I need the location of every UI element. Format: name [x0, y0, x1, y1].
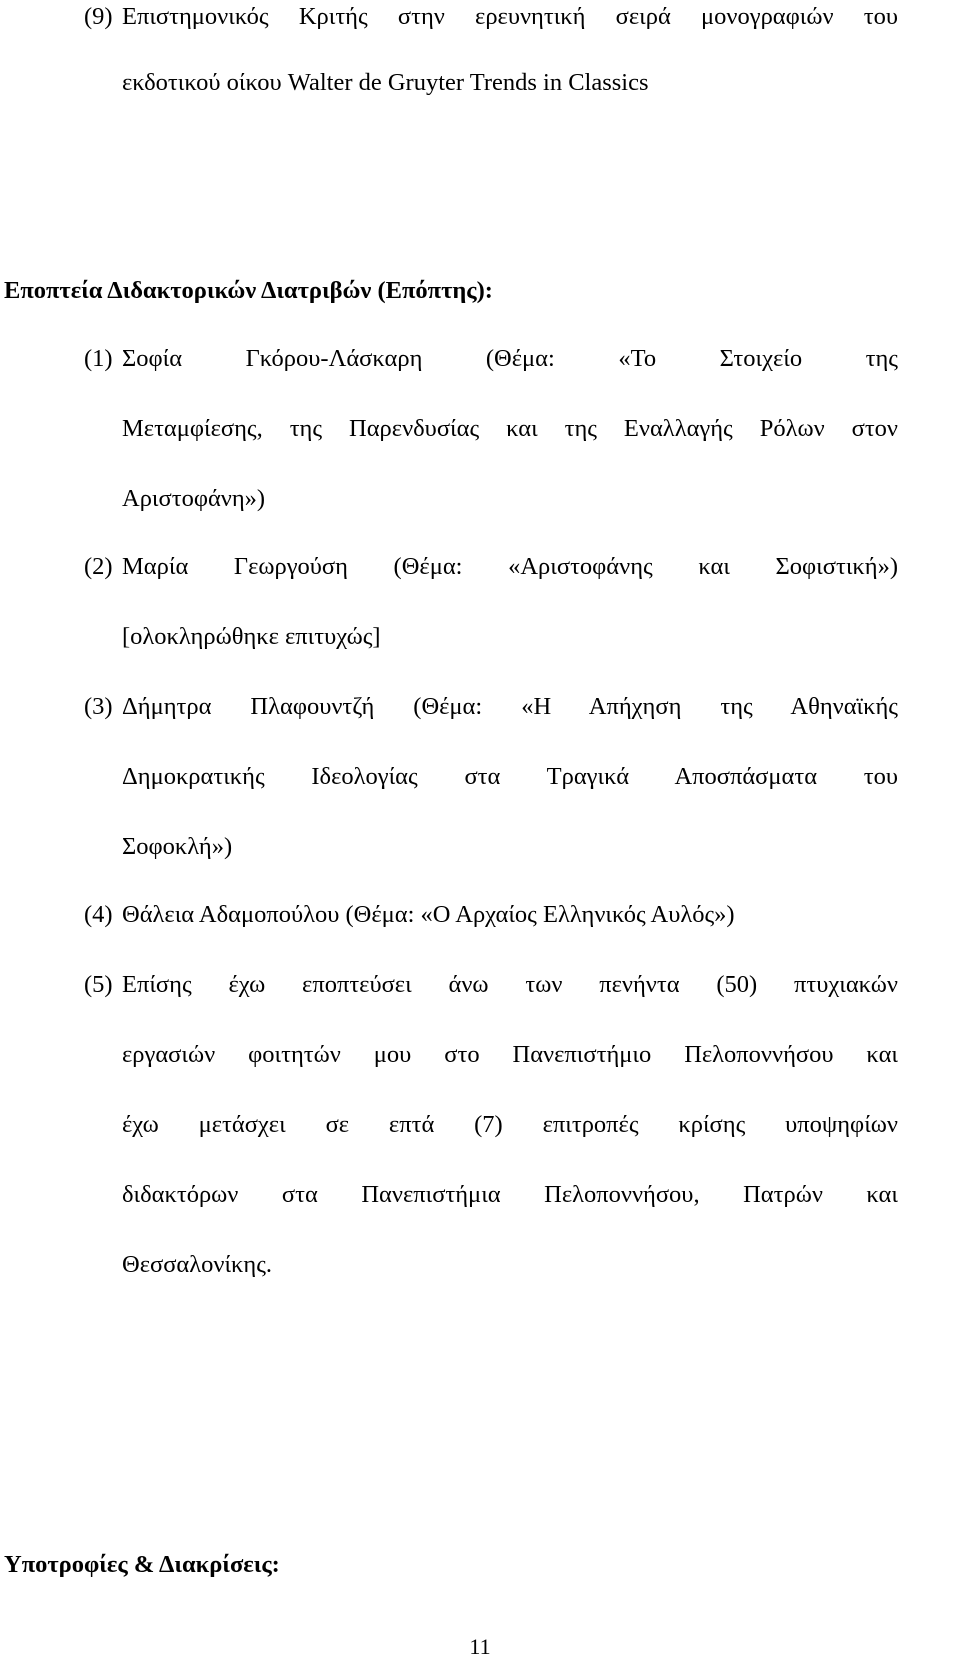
section-heading: Εποπτεία Διδακτορικών Διατριβών (Επόπτης):	[4, 277, 493, 304]
list-number: (3)	[84, 693, 113, 720]
text-line: [ολοκληρώθηκε επιτυχώς]	[122, 623, 381, 650]
text-line: Αριστοφάνη»)	[122, 485, 266, 512]
list-number: (5)	[84, 971, 113, 998]
list-number: (9)	[84, 3, 113, 30]
list-number: (1)	[84, 345, 113, 372]
text-line: έχω μετάσχει σε επτά (7) επιτροπές κρίσης υποψηφίων	[122, 1111, 898, 1138]
text-line: Σοφοκλή»)	[122, 833, 233, 860]
page-number: 11	[469, 1634, 491, 1659]
text-line: Σοφία Γκόρου-Λάσκαρη (Θέμα: «Το Στοιχείο της	[122, 345, 898, 372]
text-line: Θάλεια Αδαμοπούλου (Θέμα: «Ο Αρχαίος Ελληνικός Αυλός»)	[122, 901, 735, 928]
text-line: Θεσσαλονίκης.	[122, 1251, 273, 1278]
list-number: (2)	[84, 553, 113, 580]
text-line: Μαρία Γεωργούση (Θέμα: «Αριστοφάνης και Σοφιστική»)	[122, 553, 898, 580]
text-line: Μεταμφίεσης, της Παρενδυσίας και της Εναλλαγής Ρόλων στον	[122, 415, 898, 442]
text-line: Δήμητρα Πλαφουντζή (Θέμα: «Η Απήχηση της Αθηναϊκής	[122, 693, 898, 720]
list-number: (4)	[84, 901, 113, 928]
section-heading: Υποτροφίες & Διακρίσεις:	[4, 1551, 280, 1578]
text-line: Επιστημονικός Κριτής στην ερευνητική σειρά μονογραφιών του	[122, 3, 898, 30]
text-line: Δημοκρατικής Ιδεολογίας στα Τραγικά Αποσπάσματα του	[122, 763, 898, 790]
text-line: Επίσης έχω εποπτεύσει άνω των πενήντα (50) πτυχιακών	[122, 971, 898, 998]
text-line: εργασιών φοιτητών μου στο Πανεπιστήμιο Πελοποννήσου και	[122, 1041, 898, 1068]
text-line: εκδοτικού οίκου Walter de Gruyter Trends in Classics	[122, 69, 649, 96]
text-line: διδακτόρων στα Πανεπιστήμια Πελοποννήσου, Πατρών και	[122, 1181, 898, 1208]
